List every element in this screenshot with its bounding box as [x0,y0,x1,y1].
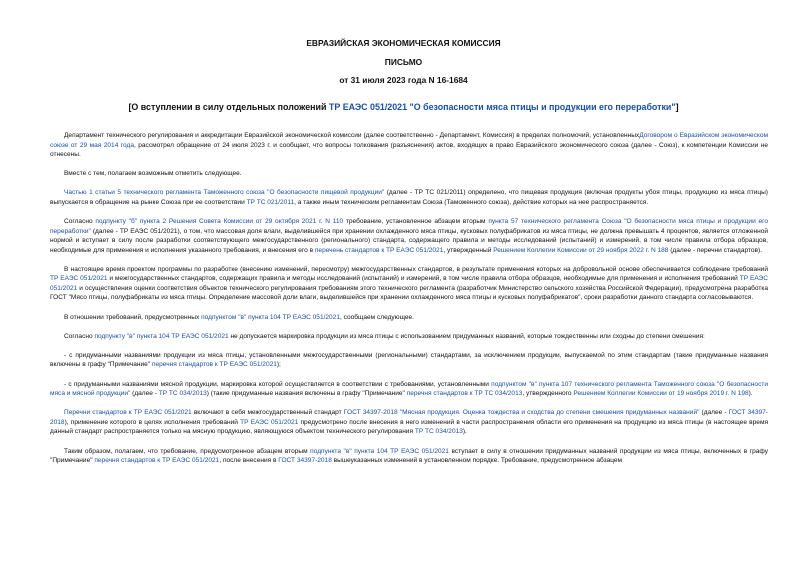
body-paragraph [50,188,768,207]
body-paragraph [50,169,768,179]
reference-link[interactable]: подпункту "б" пункта 2 Решения Совета Комиссии от 29 октября 2021 г. N 110 [95,218,344,226]
body-paragraph [50,351,768,370]
paragraph-text: ). [748,390,753,398]
paragraph-text: (далее - [699,409,729,417]
reference-link[interactable]: ГОСТ 34397-2018 [50,409,768,426]
paragraph-text: - с придуманными названиями мясной продукции, маркировка которой осуществляется в соответствии с требованиями, установленными [64,380,492,388]
reference-link[interactable]: Частью 1 статьи 5 технического регламента Таможенного союза "О безопасности пищевой продукции" [64,189,385,197]
paragraph-text: (далее - ТР ЕАЭС 051/2021), о том, что массовая доля влаги, выделившейся при хранении охлажденного мяса птицы, кусковых полуфабрикатов из мяса птицы, не должна превышать 4 процентов, является отложенной нормой и вступает в силу после разработки соответствующего межгосударственного (регионального) стандарта, содержащего правила и методы исследований (испытаний) и измерений, в том числе правила отбора образцов, необходимые для применения и исполнения указанного требования, и внесения его в [50,227,768,254]
body-paragraph [50,217,768,255]
paragraph-text: , утвержденный [443,246,494,254]
paragraph-text: предусмотрено после внесения в него изменений в части распространения области его применения на продукцию из мяса птицы (в настоящее время данный стандарт распространяется только на мясную продукцию, являющуюся объектом технического регулирования [50,418,768,436]
reference-link[interactable]: ГОСТ 34397-2018 "Мясная продукция. Оценка тождества и сходства до степени смешения придуманных названий" [343,409,700,417]
paragraph-text: ). [462,428,467,436]
body-paragraph [50,332,768,342]
reference-link[interactable]: ГОСТ 34397-2018 [278,457,332,465]
reference-link[interactable]: подпункту "в" пункта 104 ТР ЕАЭС 051/2021 [94,332,229,340]
reference-link[interactable]: перечня стандартов к ТР ЕАЭС 051/2021 [94,457,220,465]
body-paragraph [50,380,768,399]
paragraph-text: , а также иным техническим регламентам Союза (Таможенного союза), действие которых на нее распространяется. [294,198,649,206]
reference-link[interactable]: ТР ЕАЭС 051/2021 [50,275,108,283]
paragraph-text: ); [276,361,281,369]
body-paragraph [50,313,768,323]
paragraph-text: (далее - [130,390,159,398]
reference-link[interactable]: перечень стандартов к ТР ЕАЭС 051/2021 [314,246,444,254]
body-paragraph [50,265,768,303]
reference-link[interactable]: подпунктом "в" пункта 104 ТР ЕАЭС 051/2021 [201,313,340,321]
body-paragraph [50,408,768,437]
paragraph-text: ), применение которого в целях исполнения требований [64,418,241,426]
reference-link[interactable]: ТР ТС 021/2011 [246,198,295,206]
reference-link[interactable]: пункта 57 технического регламента Союза "О безопасности мяса птицы и продукции его переработки" [50,218,769,235]
paragraph-text: Вместе с тем, полагаем возможным отметить следующее. [64,170,242,178]
paragraph-text: включают в себя межгосударственный стандарт [191,409,344,417]
paragraph-text: не допускается маркировка продукции из мяса птицы с использованием придуманных названий, которые тождественны или сходны до степени смешения: [228,332,705,340]
paragraph-text: , после внесения в [219,457,279,465]
paragraph-text: Согласно [64,332,95,340]
title-regulation-link[interactable]: ТР ЕАЭС 051/2021 "О безопасности мяса птицы и продукции его переработки" [328,102,676,112]
paragraph-text: В отношении требований, предусмотренных [64,313,202,321]
paragraph-text: ) (такие придуманные названия включены в графу "Примечание" [206,390,407,398]
title-prefix: [О вступлении в силу отдельных положений [128,102,329,112]
reference-link[interactable]: ТР ЕАЭС 051/2021 [240,418,299,426]
reference-link[interactable]: Договором о Евразийском экономическом союзе от 29 мая 2014 года [50,132,769,149]
reference-link[interactable]: подпункта "в" пункта 104 ТР ЕАЭС 051/2021 [310,447,449,455]
reference-link[interactable]: ТР ТС 034/2013 [414,428,463,436]
document-type-heading: ПИСЬМО [384,57,423,67]
paragraph-text: - с придуманными названиями продукции из мяса птицы, установленными межгосударственными (региональными) стандартами, за исключением продукции, выпускаемой по этим стандартам (такие придуманные названия включены в графу "Примечание" [50,351,768,369]
paragraph-text: (далее - перечни стандартов). [668,246,763,254]
paragraph-text: и межгосударственных стандартов, содержащих правила и методы исследований (испытаний) и измерений, в том числе правила отбора образцов, необходимые для применения и исполнения требований [107,275,740,283]
issuer-heading: ЕВРАЗИЙСКАЯ ЭКОНОМИЧЕСКАЯ КОМИССИЯ [306,38,501,48]
paragraph-text: требование, установленное абзацем вторым [343,218,489,226]
reference-link[interactable]: ТР ЕАЭС 051/2021 [50,275,768,292]
paragraph-text: и осуществления оценки соответствия объектов технического регулирования требованиям этого технического регламента (разработчик Министерство сельского хозяйства Российской Федерации), предусмотрена разработка ГОСТ "Мясо птицы, полуфабрикаты из мяса птицы. Определение массовой доли влаги, выделившейся при хранении охлажденного мяса птицы и кусковых полуфабрикатов", сроки разработки данного стандарта согласовываются. [50,284,768,302]
letter-body [50,131,768,475]
reference-link[interactable]: Решением Коллегии Комиссии от 29 ноября 2022 г. N 188 [493,246,669,254]
title-suffix: ] [675,102,679,112]
paragraph-text: вышеуказанных изменений в установленном порядке. Требование, предусмотренное абзацем [331,457,623,465]
reference-link[interactable]: Перечни стандартов к ТР ЕАЭС 051/2021 [64,409,192,417]
paragraph-text: (далее - ТР ТС 021/2011) определено, что пищевая продукция (включая продукты убоя птицы, продукцию из мяса птицы) выпускается в обращение на рынке Союза при ее соответствии [50,189,768,206]
body-paragraph [50,131,768,160]
paragraph-text: вступает в силу в отношении придуманных названий продукции из мяса птицы, включенных в графу "Примечание" [50,447,768,465]
reference-link[interactable]: Решением Коллегии Комиссии от 19 ноября 2019 г. N 198 [573,390,749,398]
reference-link[interactable]: подпунктом "в" пункта 107 технического регламента Таможенного союза "О безопасности мяса и мясной продукции" [50,380,768,398]
paragraph-text: Таким образом, полагаем, что требование, предусмотренное абзацем вторым [64,447,311,455]
document-title [0,102,807,112]
body-paragraph [50,447,768,466]
paragraph-text: , рассмотрел обращение от 24 июля 2023 г. и сообщает, что вопросы толкования (разъяснения) актов, входящих в право Евразийского экономического союза (далее - Союз), к компетенции Комиссии не отнесены. [50,141,768,159]
paragraph-text: , утвержденного [522,390,574,398]
reference-link[interactable]: ТР ТС 034/2013 [158,390,207,398]
paragraph-text: Департамент технического регулирования и аккредитации Евразийской экономической комиссии (далее соответственно - Департамент, Комиссия) в пределах полномочий, установленных [64,132,640,139]
paragraph-text: Согласно [64,218,96,226]
paragraph-text: В настоящее время проектом программы по разработке (внесению изменений, пересмотру) межгосударственных стандартов, в результате применения которых на добровольной основе обеспечивается соблюдение требований [64,265,768,273]
paragraph-text: , сообщаем следующее. [339,313,414,321]
reference-link[interactable]: перечня стандартов к ТР ЕАЭС 051/2021 [151,361,277,369]
date-number-heading: от 31 июля 2023 года N 16-1684 [339,75,468,85]
reference-link[interactable]: перечня стандартов к ТР ТС 034/2013 [406,390,523,398]
